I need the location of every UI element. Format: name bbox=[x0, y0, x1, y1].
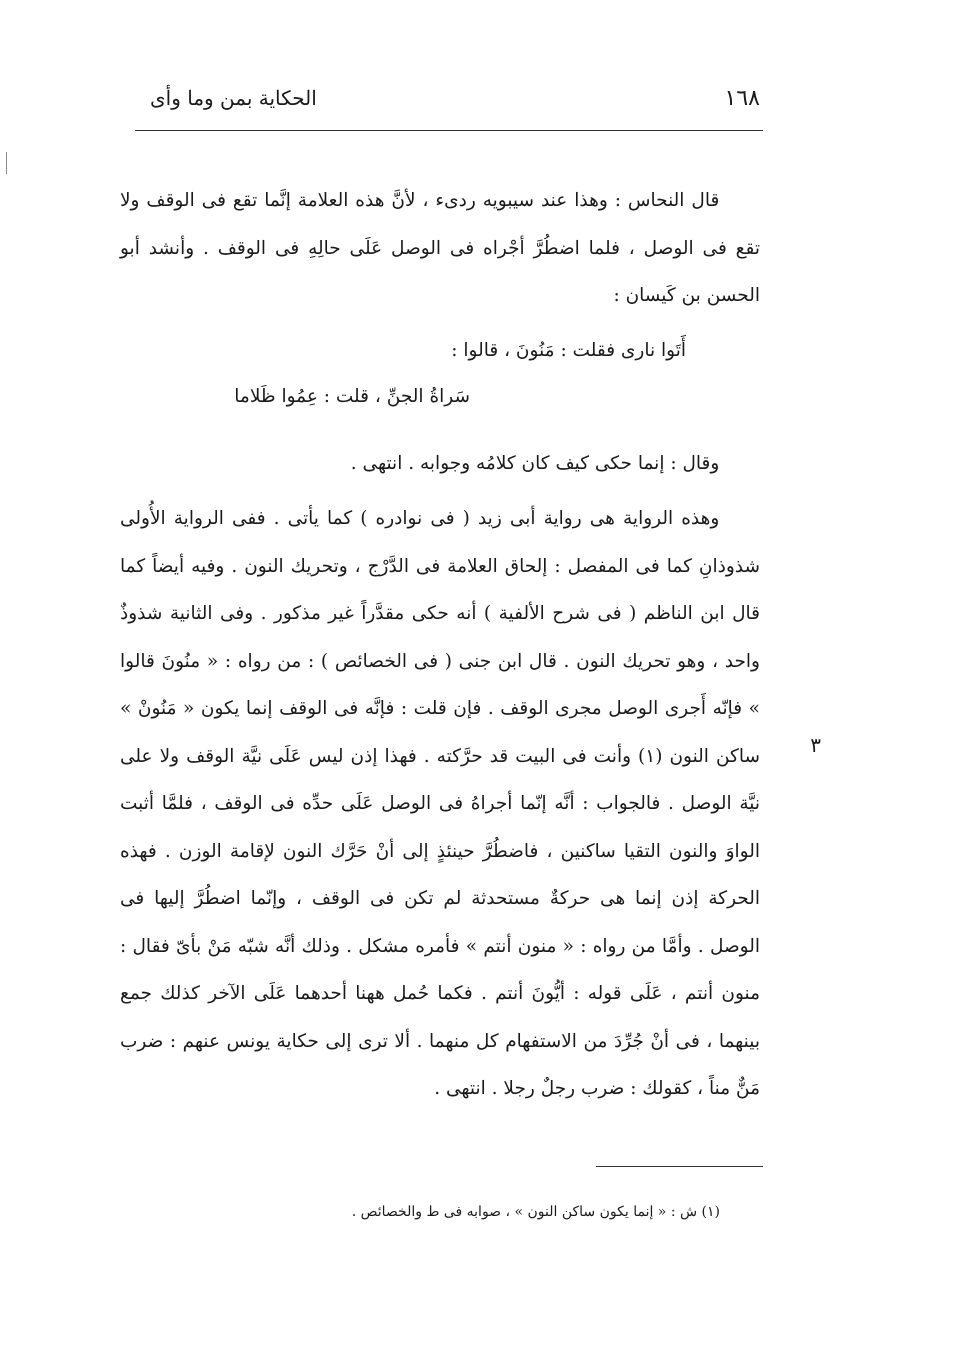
header-rule bbox=[135, 130, 763, 131]
paragraph-3 bbox=[120, 495, 760, 1113]
paragraph-3-text: وهذه الرواية هى رواية أبى زيد ( فى نوادره ) كما يأتى . ففى الرواية الأُولى شذوذانِ كما فى المفصل : إلحاق العلامة فى الدَّرْج ، وتحريك النون . وفيه أيضاً كما قال ابن الناظم ( فى شرح الألفية ) أنه حكى مقدَّراً غير مذكور . وفى الثانية شذوذٌ واحد ، وهو تحريك النون . قال ابن جنى ( فى الخصائص ) : من رواه : « منُونَ قالوا » فإنّه أَجرى الوصل مجرى الوقف . فإن قلت : فإنَّه فى الوقف إنما يكون « مَنُونْ » ساكن النون (١) وأنت فى البيت قد حرَّكته . فهذا إذن ليس عَلَى نيَّة الوقف ولا على نيَّة الوصل . فالجواب : أنَّه إنّما أجراهُ فى الوصل عَلَى حدِّه فى الوقف ، فلمَّا أثبت الواوَ والنون التقيا ساكنين ، فاضطُرَّ حينئذٍ إلى أنْ حَرَّك النون لإقامة الوزن . فهذه الحركة إذن إنما هى حركةٌ مستحدثة لم تكن فى الوقف ، وإنّما اضطُرَّ إليها فى الوصل . وأمَّا من رواه : « منون أنتم » فأمره مشكل . وذلك أنَّه شبّه مَنْ بأىّ فقال : منون أنتم ، عَلَى قوله : أيُّونَ أنتم . فكما حُمل ههنا أحدهما عَلَى الآخر كذلك جمع بينهما ، فى أنْ جُرِّدَ من الاستفهام كل منهما . ألا ترى إلى حكاية يونس عنهم : ضرب مَنٌّ مناً ، كقولك : ضرب رجلٌ رجلا . انتهى . bbox=[120, 508, 760, 1099]
page-number: ١٦٨ bbox=[724, 86, 760, 111]
paragraph-1-text: قال النحاس : وهذا عند سيبويه ردىء ، لأنَّ هذه العلامة إنَّما تقع فى الوقف ولا تقع فى الوصل ، فلما اضطُرَّ أجْراه فى الوصل عَلَى حالِهِ فى الوقف . وأنشد أبو الحسن بن كَيسان : bbox=[120, 190, 760, 306]
running-title: الحكاية بمن وما وأى bbox=[150, 86, 317, 110]
crop-mark bbox=[6, 152, 7, 174]
paragraph-1 bbox=[120, 177, 760, 320]
footnote: (١) ش : « إنما يكون ساكن النون » ، صوابه فى ط والخصائص . bbox=[351, 1204, 720, 1220]
paragraph-2-text: وقال : إنما حكى كيف كان كلامُه وجوابه . انتهى . bbox=[350, 453, 720, 474]
verse-line-2: سَراةُ الجنِّ ، قلت : عِمُوا ظَلاما bbox=[234, 386, 470, 407]
footnote-rule bbox=[596, 1166, 763, 1167]
paragraph-2 bbox=[120, 440, 760, 488]
verse-line-1: أَتَوا نارى فقلت : مَنُونَ ، قالوا : bbox=[451, 340, 686, 361]
margin-line-number: ٣ bbox=[810, 733, 821, 757]
